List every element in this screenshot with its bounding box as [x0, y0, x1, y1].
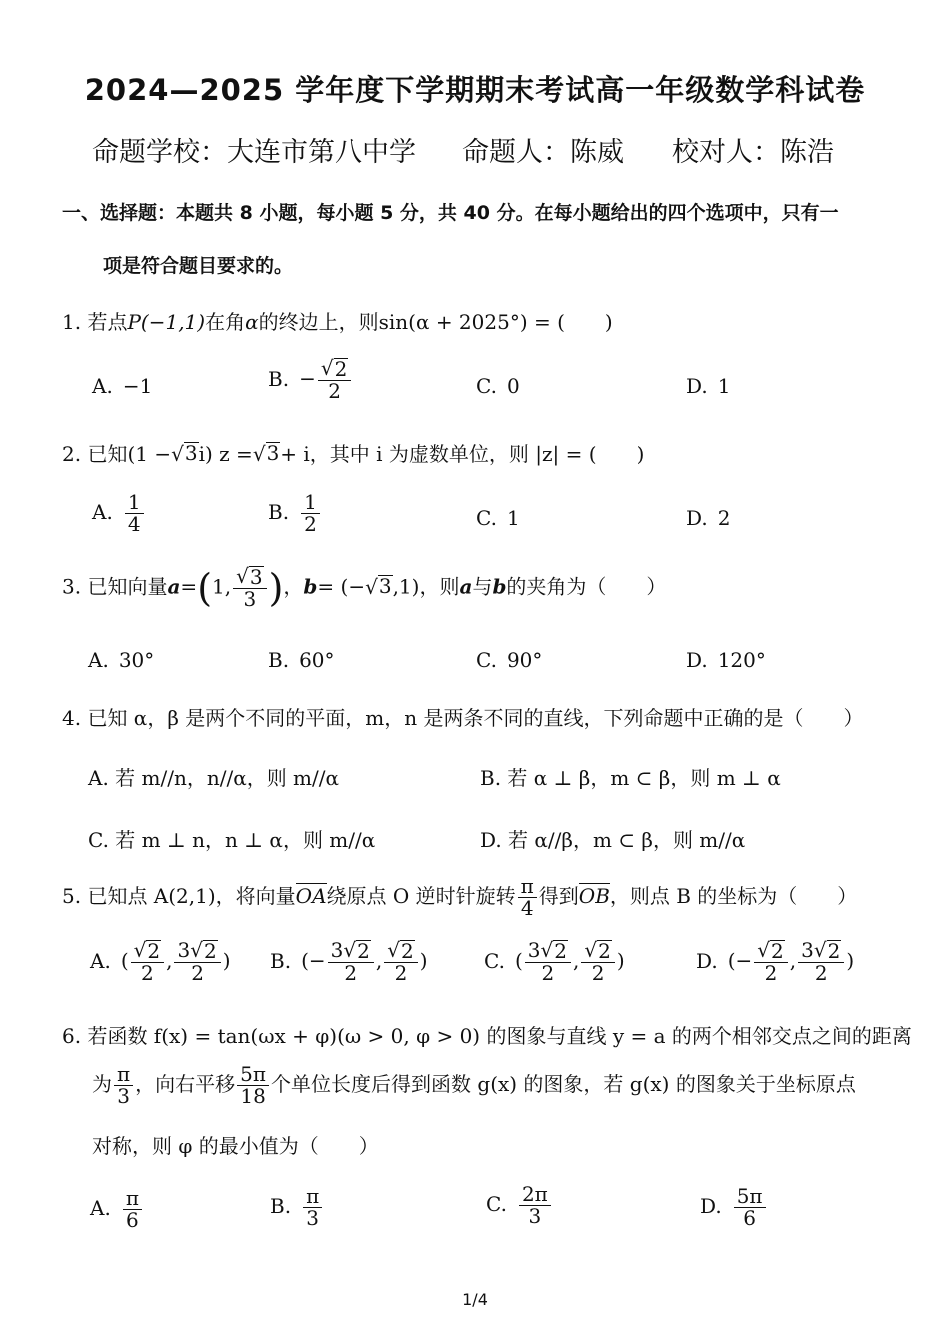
- q4-option-c: C. 若 m ⊥ n，n ⊥ α，则 m//α: [88, 828, 376, 852]
- q6-option-d: D. $\frac{5\pi}{6}$: [700, 1186, 768, 1229]
- page-number: 1/4: [462, 1290, 488, 1309]
- q4-option-a: A. 若 m//n，n//α，则 m//α: [88, 766, 340, 790]
- question-6-line-2: 为 $\frac{\pi}{3}$ ，向右平移 $\frac{5\pi}{18}$ 个单位长度后得到函数 g(x) 的图象，若 g(x) 的图象关于坐标原点: [92, 1062, 856, 1108]
- q4-option-d: D. 若 α//β，m ⊂ β，则 m//α: [480, 828, 746, 852]
- question-1: 1. 若点P(−1,1)在角α的终边上，则sin(α + 2025°) = ( ): [62, 310, 613, 334]
- q2-option-d: D. 2: [686, 506, 731, 530]
- q3-option-c: C. 90°: [476, 648, 543, 672]
- q5-option-b: B. (− 3 √ 2 2 , √ 2 2 ): [270, 938, 428, 985]
- section-heading-cont: 项是符合题目要求的。: [103, 255, 294, 277]
- q3-option-a: A. 30°: [88, 648, 155, 672]
- q6-option-b: B. $\frac{\pi}{3}$: [270, 1186, 324, 1229]
- q5-option-a: A. ( √ 2 2 , 3 √ 2 2 ): [90, 938, 231, 985]
- q4-option-b: B. 若 α ⊥ β，m ⊂ β，则 m ⊥ α: [480, 766, 781, 790]
- question-6: 6. 若函数 f(x) = tan(ωx + φ)(ω > 0, φ > 0) 的图象与直线 y = a 的两个相邻交点之间的距离: [62, 1024, 912, 1048]
- q6-option-a: A. $\frac{\pi}{6}$: [90, 1188, 144, 1231]
- exam-title: 2024—2025 学年度下学期期末考试高一年级数学科试卷: [84, 73, 866, 107]
- question-6-line-3: 对称，则 φ 的最小值为（ ）: [92, 1134, 379, 1158]
- proofreader-label: 校对人：陈浩: [672, 137, 834, 168]
- q5-option-d: D. (− √ 2 2 , 3 √ 2 2 ): [696, 938, 855, 985]
- question-2: 2. 已知(1 − √ 3 i) z = √ 3 + i，其中 i 为虚数单位，则 |z| = ( ): [62, 441, 645, 466]
- question-5: 5. 已知点 A(2,1)，将向量OA绕原点 O 逆时针旋转 $\frac{\pi}{4}$ 得到OB，则点 B 的坐标为（ ）: [62, 874, 858, 920]
- q6-option-c: C. $\frac{2\pi}{3}$: [486, 1184, 553, 1227]
- question-4: 4. 已知 α，β 是两个不同的平面，m，n 是两条不同的直线，下列命题中正确的是（ ）: [62, 706, 864, 730]
- q1-option-b: B. − √ 2 2: [268, 358, 353, 402]
- author-label: 命题人：陈威: [462, 137, 624, 168]
- q2-option-c: C. 1: [476, 506, 520, 530]
- question-3: 3. 已知向量a=(1, √ 3 3 )，b= (− √ 3 ,1)，则a与b的夹角为（ ）: [62, 564, 667, 611]
- q2-option-b: B. $\frac{1}{2}$: [268, 492, 322, 535]
- section-heading: 一、选择题：本题共 8 小题，每小题 5 分，共 40 分。在每小题给出的四个选项中，只有一: [62, 202, 839, 224]
- q3-option-d: D. 120°: [686, 648, 766, 672]
- q5-option-c: C. ( 3 √ 2 2 , √ 2 2 ): [484, 938, 625, 985]
- q3-option-b: B. 60°: [268, 648, 335, 672]
- q1-option-d: D. 1: [686, 374, 731, 398]
- q1-option-c: C. 0: [476, 374, 520, 398]
- q1-option-a: A. −1: [92, 374, 153, 398]
- q2-option-a: A. $\frac{1}{4}$: [92, 492, 146, 535]
- school-label: 命题学校：大连市第八中学: [92, 137, 416, 168]
